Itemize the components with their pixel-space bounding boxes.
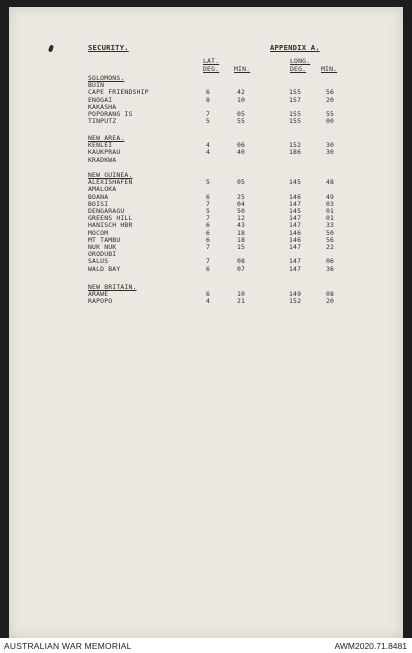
section-heading: NEW AREA. xyxy=(88,134,125,142)
long-deg-header: DEG. xyxy=(290,65,307,73)
lat-degrees: 6 xyxy=(206,221,211,230)
lat-minutes: 04 xyxy=(237,199,246,208)
lat-minutes: 10 xyxy=(237,95,246,104)
long-minutes: 20 xyxy=(326,95,335,104)
lat-deg-header: DEG. xyxy=(203,65,220,73)
archive-name: AUSTRALIAN WAR MEMORIAL xyxy=(4,641,132,651)
place-name: HANISCH HBR xyxy=(88,221,133,230)
place-name: ENOGAI xyxy=(88,95,113,104)
appendix-label: APPENDIX A. xyxy=(270,43,320,52)
lat-degrees: 8 xyxy=(206,95,211,104)
lat-minutes: 50 xyxy=(237,207,246,215)
long-minutes: 03 xyxy=(326,199,335,208)
document-title: SECURITY. xyxy=(88,43,129,52)
lat-degrees: 4 xyxy=(206,141,211,150)
lat-minutes: 55 xyxy=(237,117,246,126)
long-degrees: 149 xyxy=(289,290,302,299)
long-minutes: 06 xyxy=(326,257,335,266)
place-name: RAPOPO xyxy=(88,297,113,306)
long-minutes: 55 xyxy=(326,110,335,118)
long-degrees: 147 xyxy=(289,221,302,230)
lat-degrees: 6 xyxy=(206,88,211,97)
lat-minutes: 05 xyxy=(237,110,246,118)
long-minutes: 01 xyxy=(326,207,335,215)
lat-degrees: 4 xyxy=(206,297,211,306)
lat-minutes: 40 xyxy=(237,148,246,157)
place-name: KRADKWA xyxy=(88,155,117,164)
long-minutes: 56 xyxy=(326,88,335,97)
place-name: DENGARAGU xyxy=(88,207,125,215)
place-name: SALUS xyxy=(88,257,109,266)
place-name: AMALOKA xyxy=(88,185,117,194)
long-minutes: 00 xyxy=(326,117,335,126)
archive-footer xyxy=(0,638,412,653)
place-name: BOANA xyxy=(88,192,109,201)
long-minutes: 48 xyxy=(326,178,335,187)
archive-reference: AWM2020.71.8481 xyxy=(334,641,407,651)
lat-minutes: 18 xyxy=(237,228,246,237)
long-header: LONG. xyxy=(290,57,311,65)
long-minutes: 01 xyxy=(326,214,335,223)
long-degrees: 157 xyxy=(289,95,302,104)
long-degrees: 186 xyxy=(289,148,302,157)
place-name: KAKASHA xyxy=(88,102,117,111)
lat-degrees: 6 xyxy=(206,290,211,299)
long-minutes: 56 xyxy=(326,235,335,244)
long-degrees: 147 xyxy=(289,199,302,208)
lat-minutes: 21 xyxy=(237,297,246,306)
place-name: WALD BAY xyxy=(88,264,121,273)
long-degrees: 146 xyxy=(289,228,302,237)
lat-minutes: 10 xyxy=(237,290,246,299)
lat-degrees: 5 xyxy=(206,207,211,215)
lat-degrees: 7 xyxy=(206,199,211,208)
long-minutes: 08 xyxy=(326,290,335,299)
lat-minutes: 06 xyxy=(237,141,246,150)
long-minutes: 33 xyxy=(326,221,335,230)
long-minutes: 30 xyxy=(326,148,335,157)
place-name: ARAWE xyxy=(88,290,109,299)
place-name: MT TAMBU xyxy=(88,235,121,244)
long-min-header: MIN. xyxy=(321,65,338,73)
lat-minutes: 42 xyxy=(237,88,246,97)
place-name: KAUKPRAU xyxy=(88,148,121,157)
long-minutes: 49 xyxy=(326,192,335,201)
long-degrees: 155 xyxy=(289,117,302,126)
long-degrees: 145 xyxy=(289,207,302,215)
lat-degrees: 7 xyxy=(206,214,211,223)
lat-minutes: 43 xyxy=(237,221,246,230)
long-degrees: 146 xyxy=(289,192,302,201)
lat-degrees: 6 xyxy=(206,228,211,237)
place-name: TINPUTZ xyxy=(88,117,117,126)
section-heading: NEW BRITAIN. xyxy=(88,283,137,291)
lat-minutes: 25 xyxy=(237,192,246,201)
long-minutes: 36 xyxy=(326,264,335,273)
lat-degrees: 7 xyxy=(206,110,211,118)
long-degrees: 155 xyxy=(289,110,302,118)
long-degrees: 155 xyxy=(289,88,302,97)
section-heading: NEW GUINEA. xyxy=(88,171,133,179)
lat-degrees: 6 xyxy=(206,235,211,244)
long-degrees: 152 xyxy=(289,297,302,306)
place-name: NUK NUK xyxy=(88,243,117,251)
long-degrees: 146 xyxy=(289,235,302,244)
lat-degrees: 5 xyxy=(206,117,211,126)
long-degrees: 147 xyxy=(289,264,302,273)
lat-minutes: 15 xyxy=(237,243,246,251)
place-name: BOISI xyxy=(88,199,109,208)
lat-degrees: 5 xyxy=(206,178,211,187)
lat-min-header: MIN. xyxy=(234,65,251,73)
lat-header: LAT. xyxy=(203,57,220,65)
lat-degrees: 4 xyxy=(206,148,211,157)
long-minutes: 22 xyxy=(326,243,335,251)
long-degrees: 152 xyxy=(289,141,302,150)
lat-degrees: 6 xyxy=(206,192,211,201)
lat-minutes: 08 xyxy=(237,257,246,266)
lat-degrees: 6 xyxy=(206,264,211,273)
place-name: CAPE FRIENDSHIP xyxy=(88,88,149,97)
lat-minutes: 05 xyxy=(237,178,246,187)
long-minutes: 50 xyxy=(326,228,335,237)
long-minutes: 20 xyxy=(326,297,335,306)
place-name: KENLEI xyxy=(88,141,113,150)
punch-hole xyxy=(48,45,54,53)
long-minutes: 30 xyxy=(326,141,335,150)
lat-degrees: 7 xyxy=(206,243,211,251)
place-name: ALEXISHAFEN xyxy=(88,178,133,187)
lat-minutes: 12 xyxy=(237,214,246,223)
place-name: MOCOM xyxy=(88,228,109,237)
lat-degrees: 7 xyxy=(206,257,211,266)
lat-minutes: 07 xyxy=(237,264,246,273)
place-name: GREENS HILL xyxy=(88,214,133,223)
long-degrees: 147 xyxy=(289,214,302,223)
lat-minutes: 18 xyxy=(237,235,246,244)
place-name: ORODUBI xyxy=(88,250,117,259)
long-degrees: 147 xyxy=(289,243,302,251)
long-degrees: 145 xyxy=(289,178,302,187)
section-heading: SOLOMONS. xyxy=(88,74,125,82)
place-name: POPORANG IS xyxy=(88,110,133,118)
long-degrees: 147 xyxy=(289,257,302,266)
place-name: BUIN xyxy=(88,81,105,90)
